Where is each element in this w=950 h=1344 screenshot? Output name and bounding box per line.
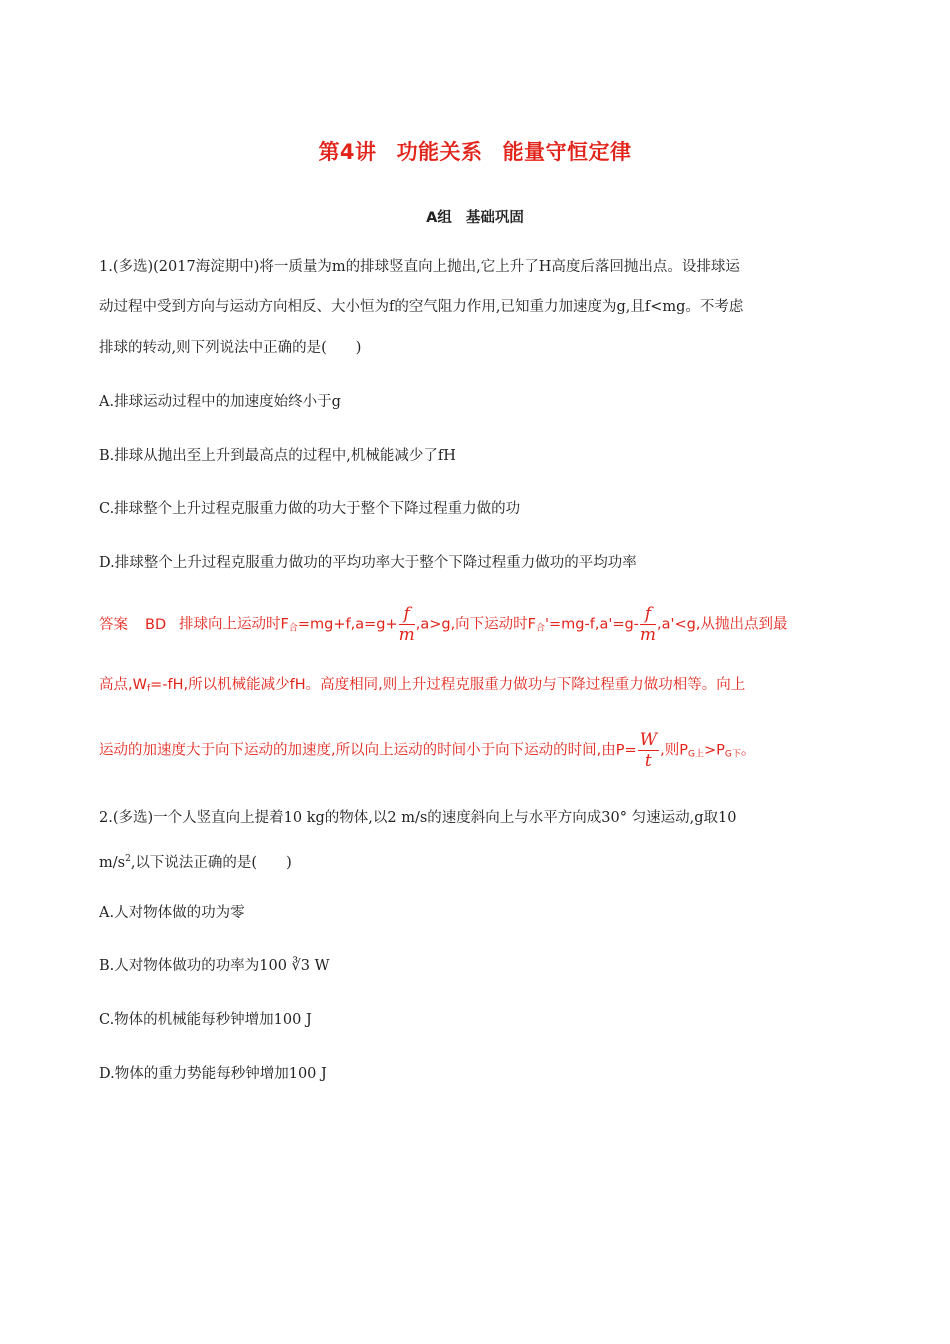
answer-text: ,则P <box>660 742 688 759</box>
group-label: A组 <box>426 210 452 226</box>
q1-option-d: D.排球整个上升过程克服重力做功的平均功率大于整个下降过程重力做功的平均功率 <box>99 555 637 571</box>
topic-1: 功能关系 <box>396 140 483 164</box>
lesson-number: 第4讲 <box>318 140 377 164</box>
q2-stem-line-1: 2.(多选)一个人竖直向上提着10 kg的物体,以2 m/s的速度斜向上与水平方向成30° 匀速运动,g取10 <box>99 810 737 826</box>
q2-option-d: D.物体的重力势能每秒钟增加100 J <box>99 1066 327 1082</box>
q1-stem-line-1: 1.(多选)(2017海淀期中)将一质量为m的排球竖直向上抛出,它上升了H高度后落回抛出点。设排球运 <box>99 259 740 275</box>
answer-subscript: 合 <box>536 623 546 634</box>
fraction-numerator: f <box>399 604 415 625</box>
q1-option-b: B.排球从抛出至上升到最高点的过程中,机械能减少了fH <box>99 448 456 464</box>
fraction-numerator: f <box>640 604 656 625</box>
q1-answer-line-2 <box>99 673 851 694</box>
q1-option-c: C.排球整个上升过程克服重力做的功大于整个下降过程重力做的功 <box>99 501 521 517</box>
answer-text: =-fH,所以机械能减少fH。高度相同,则上升过程克服重力做功与下降过程重力做功相等。向上 <box>150 677 746 693</box>
page-title <box>0 136 950 166</box>
answer-text: ,a>g,向下运动时F <box>415 616 537 633</box>
answer-label: 答案 <box>99 616 128 633</box>
q1-option-a: A.排球运动过程中的加速度始终小于g <box>99 394 341 410</box>
answer-text: ,a'<g,从抛出点到最 <box>657 616 788 633</box>
fraction-f-over-m <box>399 604 415 645</box>
q1-answer-line-3 <box>99 730 851 771</box>
answer-text: 。 <box>740 742 756 759</box>
answer-text: 运动的加速度大于向下运动的加速度,所以向上运动的时间小于向下运动的时间,由P= <box>99 742 637 759</box>
topic-2: 能量守恒定律 <box>502 140 632 164</box>
q2-option-b: B.人对物体做功的功率为100 ∛3 W <box>99 958 330 974</box>
fraction-numerator: W <box>639 730 658 750</box>
stem-text: m/s <box>99 855 126 871</box>
fraction-denominator: m <box>398 625 415 645</box>
answer-subscript: G下 <box>724 749 741 760</box>
fraction-f-over-m <box>640 604 656 645</box>
q1-stem-line-3: 排球的转动,则下列说法中正确的是( ) <box>99 340 362 356</box>
q2-option-a: A.人对物体做的功为零 <box>99 905 245 921</box>
answer-text: '=mg-f,a'=g- <box>545 616 639 633</box>
answer-value: BD <box>145 616 167 633</box>
group-name: 基础巩固 <box>465 210 524 226</box>
fraction-w-over-t <box>638 730 659 771</box>
q2-option-c: C.物体的机械能每秒钟增加100 J <box>99 1012 312 1028</box>
answer-subscript: f <box>146 684 151 694</box>
group-heading <box>0 206 950 227</box>
q2-stem-line-2 <box>99 841 851 882</box>
answer-text: =mg+f,a=g+ <box>297 616 398 633</box>
answer-subscript: 合 <box>288 623 298 634</box>
q1-answer-line-1 <box>99 604 851 645</box>
answer-subscript: G上 <box>687 749 704 760</box>
superscript: 2 <box>125 854 131 864</box>
answer-text: 高点,W <box>99 677 147 693</box>
answer-text: 排球向上运动时F <box>179 616 289 633</box>
answer-text: >P <box>703 742 725 759</box>
stem-text: ,以下说法正确的是( ) <box>130 855 292 871</box>
q1-stem-line-2: 动过程中受到方向与运动方向相反、大小恒为f的空气阻力作用,已知重力加速度为g,且f<mg。不考虑 <box>99 299 744 315</box>
fraction-denominator: t <box>644 751 652 771</box>
fraction-denominator: m <box>639 625 657 645</box>
